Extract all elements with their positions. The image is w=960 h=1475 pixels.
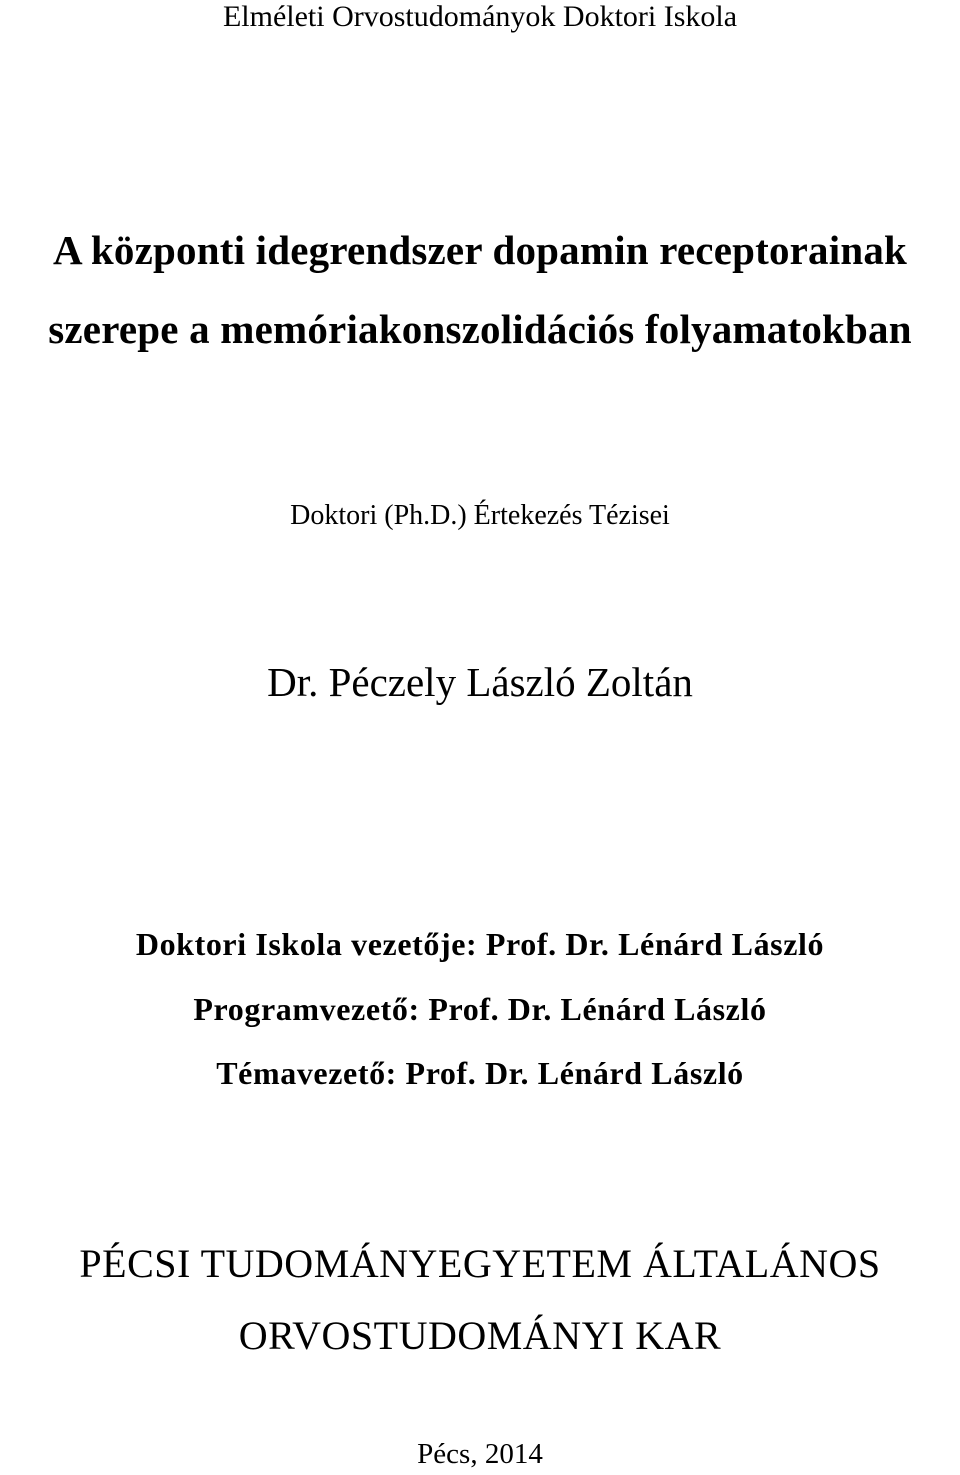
- university-name-line-1: PÉCSI TUDOMÁNYEGYETEM ÁLTALÁNOS: [79, 1241, 881, 1286]
- thesis-title-line-2: szerepe a memóriakonszolidációs folyamatokban: [48, 306, 912, 352]
- supervisor-line: Témavezető: Prof. Dr. Lénárd László: [216, 1055, 744, 1091]
- school-head-line: Doktori Iskola vezetője: Prof. Dr. Lénárd László: [135, 926, 825, 962]
- place-and-date: Pécs, 2014: [417, 1438, 543, 1470]
- thesis-title-line-1: A központi idegrendszer dopamin receptorainak: [52, 227, 908, 273]
- document-type-subtitle: Doktori (Ph.D.) Értekezés Tézisei: [290, 500, 670, 531]
- program-leader-line: Programvezető: Prof. Dr. Lénárd László: [193, 991, 767, 1027]
- university-name-line-2: ORVOSTUDOMÁNYI KAR: [238, 1313, 722, 1358]
- author-name: Dr. Péczely László Zoltán: [267, 659, 693, 705]
- doctoral-school-name: Elméleti Orvostudományok Doktori Iskola: [222, 0, 738, 33]
